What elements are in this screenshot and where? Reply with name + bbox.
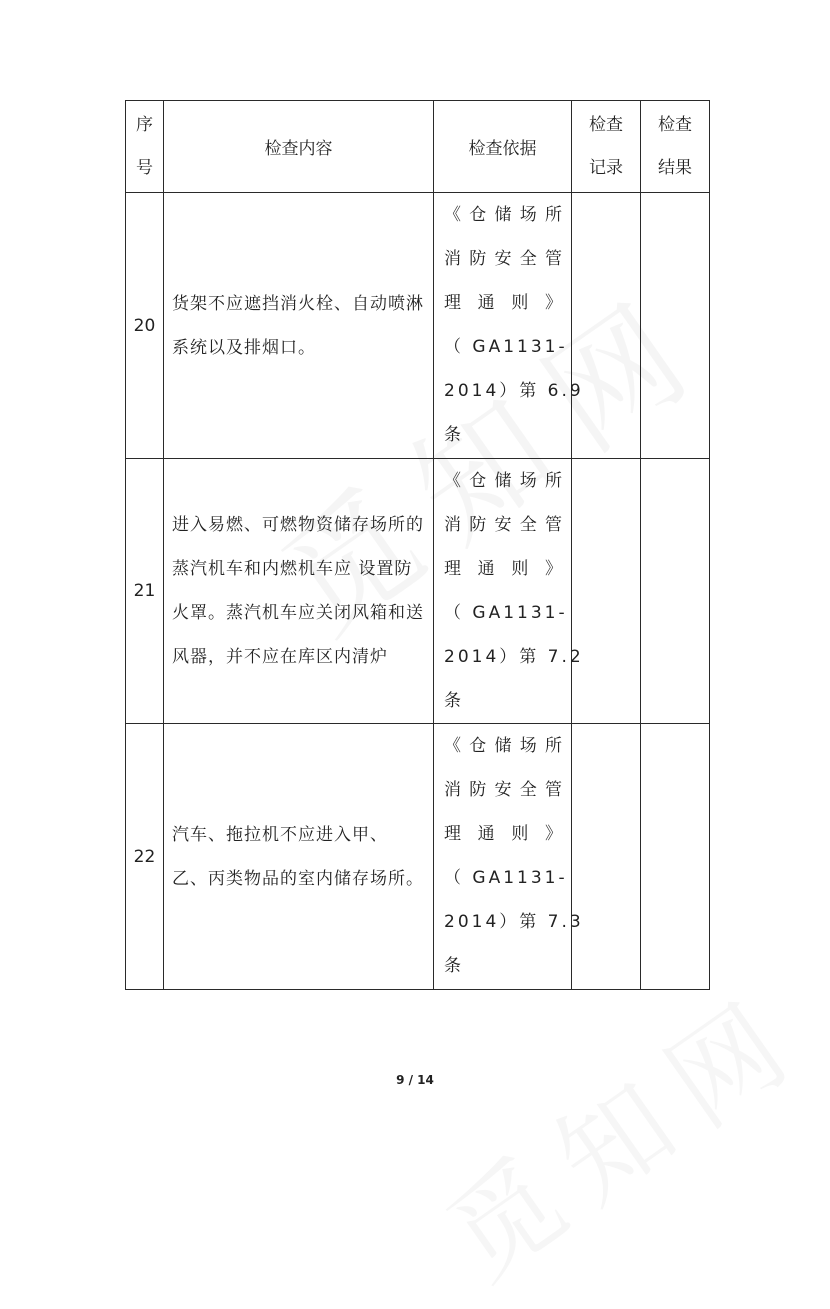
row-basis: 《仓储场所 消防安全管 理 通 则 》 （ GA1131- 2014）第 7.3 条 [434,724,572,990]
table-row [126,193,710,459]
row-result[interactable] [641,459,710,724]
table-row [126,459,710,724]
row-result[interactable] [641,193,710,459]
table-header-row [126,101,710,193]
row-number: 22 [126,724,164,990]
row-record[interactable] [572,459,641,724]
row-number: 20 [126,193,164,459]
row-number: 21 [126,459,164,724]
watermark [411,949,830,1309]
row-basis: 《仓储场所 消防安全管 理 通 则 》 （ GA1131- 2014）第 7.2 条 [434,459,572,724]
header-serial: 序 号 [126,101,164,193]
row-content: 汽车、拖拉机不应进入甲、 乙、丙类物品的室内储存场所。 [164,724,434,990]
row-content: 货架不应遮挡消火栓、自动喷淋系统以及排烟口。 [164,193,434,459]
row-result[interactable] [641,724,710,990]
header-result: 检查 结果 [641,101,710,193]
table-row [126,724,710,990]
header-content: 检查内容 [164,101,434,193]
row-content: 进入易燃、可燃物资储存场所的蒸汽机车和内燃机车应 设置防火罩。蒸汽机车应关闭风箱和送风器，并不应在库区内清炉 [164,459,434,724]
inspection-table [125,100,710,990]
header-record: 检查 记录 [572,101,641,193]
row-record[interactable] [572,193,641,459]
row-basis: 《仓储场所 消防安全管 理 通 则 》 （ GA1131- 2014）第 6.9 条 [434,193,572,459]
page-indicator: 9 / 14 [396,1073,434,1087]
row-record[interactable] [572,724,641,990]
header-basis: 检查依据 [434,101,572,193]
